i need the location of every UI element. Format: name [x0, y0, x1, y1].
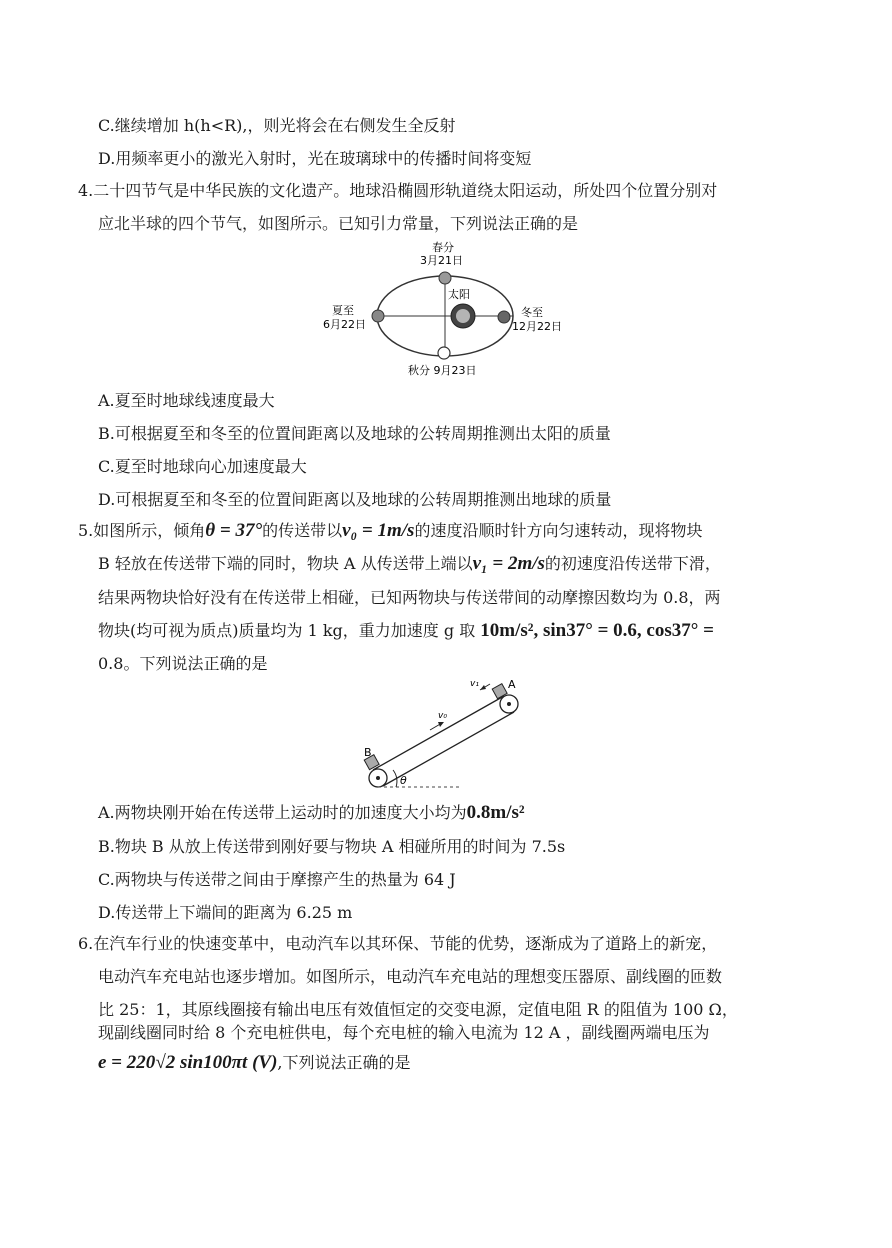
acceleration-formula: 0.8m/s² — [466, 802, 525, 823]
question-4-stem-line2: 应北半球的四个节气，如图所示。已知引力常量，下列说法正确的是 — [98, 214, 579, 233]
block-b-label: B — [364, 746, 372, 759]
spring-equinox-label: 春分 — [432, 241, 454, 254]
q4-option-c: C.夏至时地球向心加速度最大 — [98, 457, 307, 476]
question-6-stem-line3: 比 25：1，其原线圈接有输出电压有效值恒定的交变电源，定值电阻 R 的阻值为 100 Ω， — [98, 1000, 738, 1019]
v0-label: v₀ — [438, 711, 447, 721]
question-5-stem-line2: B 轻放在传送带下端的同时，物块 A 从传送带上端以v₁ = 2m/s的初速度沿传送带下滑， — [98, 553, 721, 574]
winter-solstice-label: 冬至 — [521, 306, 543, 319]
autumn-equinox-label: 秋分 9月23日 — [408, 364, 477, 377]
theta-formula: θ = 37° — [205, 520, 263, 541]
question-6-stem-line1: 6.在汽车行业的快速变革中，电动汽车以其环保、节能的优势，逐渐成为了道路上的新宠， — [78, 934, 718, 953]
q4-option-a: A.夏至时地球线速度最大 — [98, 391, 275, 410]
question-6-stem-line2: 电动汽车充电站也逐步增加。如图所示，电动汽车充电站的理想变压器原、副线圈的匝数 — [98, 967, 723, 986]
summer-solstice-label: 夏至 — [332, 304, 354, 317]
question-6-stem-line5: e = 220√2 sin100πt (V),下列说法正确的是 — [98, 1052, 411, 1073]
block-a-label: A — [508, 678, 516, 691]
question-5-stem-line3: 结果两物块恰好没有在传送带上相碰，已知两物块与传送带间的动摩擦因数均为 0.8，两 — [98, 588, 721, 607]
sun-label: 太阳 — [448, 288, 470, 301]
earth-autumn — [438, 347, 450, 359]
earth-spring — [439, 272, 451, 284]
question-6-stem-line4: 现副线圈同时给 8 个充电桩供电，每个充电桩的输入电流为 12 A ，副线圈两端电压为 — [98, 1023, 710, 1042]
spring-equinox-date: 3月21日 — [420, 254, 463, 267]
q5-option-a: A.两物块刚开始在传送带上运动时的加速度大小均为0.8m/s² — [98, 802, 525, 823]
winter-solstice-date: 12月22日 — [512, 320, 562, 333]
question-5-stem-line4: 物块(均可视为质点)质量均为 1 kg，重力加速度 g 取 10m/s², sin37° = 0.6, cos37° = — [98, 620, 714, 641]
question-5-stem-line1: 5.如图所示，倾角θ = 37°的传送带以v₀ = 1m/s的速度沿顺时针方向匀速转动，现将物块 — [78, 520, 703, 541]
earth-winter — [498, 311, 510, 323]
q5-option-c: C.两物块与传送带之间由于摩擦产生的热量为 64 J — [98, 870, 456, 889]
q4-option-d: D.可根据夏至和冬至的位置间距离以及地球的公转周期推测出地球的质量 — [98, 490, 612, 509]
voltage-formula: e = 220√2 sin100πt (V) — [98, 1052, 278, 1073]
constants-formula: 10m/s², sin37° = 0.6, cos37° = — [480, 620, 714, 641]
option-c-prev: C.继续增加 h(h<R),，则光将会在右侧发生全反射 — [98, 116, 456, 135]
question-4-stem-line1: 4.二十四节气是中华民族的文化遗产。地球沿椭圆形轨道绕太阳运动，所处四个位置分别对 — [78, 181, 718, 200]
question-5-stem-line5: 0.8。下列说法正确的是 — [98, 654, 268, 673]
v1-label: v₁ — [470, 679, 479, 689]
belt-top — [373, 696, 504, 770]
q5-option-b: B.物块 B 从放上传送带到刚好要与物块 A 相碰所用的时间为 7.5s — [98, 837, 566, 856]
v0-formula: v₀ = 1m/s — [342, 520, 415, 541]
summer-solstice-date: 6月22日 — [323, 318, 366, 331]
q4-option-b: B.可根据夏至和冬至的位置间距离以及地球的公转周期推测出太阳的质量 — [98, 424, 611, 443]
solar-terms-orbit-figure — [318, 238, 578, 380]
theta-label: θ — [400, 774, 407, 787]
v1-formula: v₁ = 2m/s — [472, 553, 545, 574]
option-d-prev: D.用频率更小的激光入射时，光在玻璃球中的传播时间将变短 — [98, 149, 532, 168]
earth-summer — [372, 310, 384, 322]
q5-option-d: D.传送带上下端间的距离为 6.25 m — [98, 903, 353, 922]
conveyor-belt-figure — [360, 670, 540, 792]
